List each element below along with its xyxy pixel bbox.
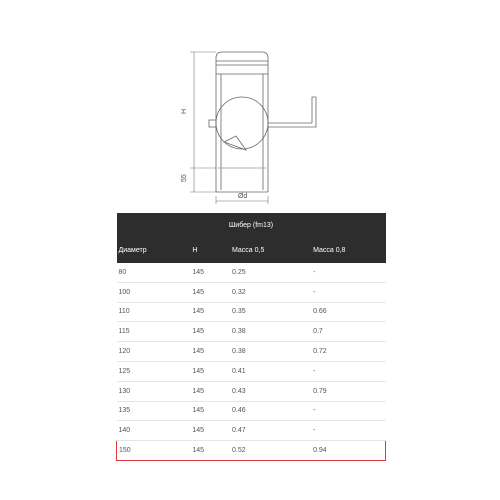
- table-row: [117, 381, 386, 401]
- cell-mass-08: 0.79: [311, 381, 385, 401]
- cell-mass-08: -: [311, 263, 385, 282]
- header-h: H: [190, 238, 230, 263]
- cell-mass-05: 0.41: [230, 361, 311, 381]
- table-title: Шибер (fm13): [117, 213, 386, 238]
- cell-diameter: 120: [117, 342, 191, 362]
- cell-mass-05: 0.38: [230, 322, 311, 342]
- table-row: [117, 263, 386, 282]
- damper-handle: [209, 97, 316, 127]
- cell-diameter: 100: [117, 282, 191, 302]
- cell-h: 145: [190, 441, 230, 461]
- pipe-body: [216, 52, 268, 192]
- dimension-lines: [190, 52, 268, 204]
- table-row: [117, 441, 386, 461]
- cell-mass-08: 0.7: [311, 322, 385, 342]
- table-title-row: [117, 213, 386, 238]
- cell-diameter: 115: [117, 322, 191, 342]
- cell-diameter: 130: [117, 381, 191, 401]
- cell-mass-05: 0.47: [230, 421, 311, 441]
- cell-mass-08: -: [311, 401, 385, 421]
- cell-h: 145: [190, 361, 230, 381]
- height-label: H: [181, 108, 188, 114]
- table-row: [117, 342, 386, 362]
- cell-mass-05: 0.43: [230, 381, 311, 401]
- cell-h: 145: [190, 401, 230, 421]
- cell-mass-08: -: [311, 282, 385, 302]
- cell-diameter: 110: [117, 302, 191, 322]
- cell-mass-05: 0.46: [230, 401, 311, 421]
- header-mass-08: Масса 0,8: [311, 238, 385, 263]
- cell-diameter: 150: [117, 441, 191, 461]
- cell-mass-08: 0.72: [311, 342, 385, 362]
- table-row: [117, 322, 386, 342]
- cell-diameter: 80: [117, 263, 191, 282]
- cell-h: 145: [190, 263, 230, 282]
- cell-h: 145: [190, 342, 230, 362]
- cell-mass-05: 0.35: [230, 302, 311, 322]
- cell-mass-08: -: [311, 361, 385, 381]
- cell-mass-08: -: [311, 421, 385, 441]
- cell-h: 145: [190, 421, 230, 441]
- table-row: [117, 421, 386, 441]
- table-row: [117, 361, 386, 381]
- cell-diameter: 140: [117, 421, 191, 441]
- cell-mass-05: 0.25: [230, 263, 311, 282]
- spec-table: [116, 213, 386, 461]
- cell-mass-05: 0.52: [230, 441, 311, 461]
- cell-h: 145: [190, 381, 230, 401]
- cell-h: 145: [190, 282, 230, 302]
- cell-mass-05: 0.38: [230, 342, 311, 362]
- cell-diameter: 135: [117, 401, 191, 421]
- cell-h: 145: [190, 302, 230, 322]
- header-diameter: Диаметр: [117, 238, 191, 263]
- diameter-label: Ød: [238, 193, 248, 200]
- cell-diameter: 125: [117, 361, 191, 381]
- cell-mass-08: 0.94: [311, 441, 385, 461]
- table-row: [117, 282, 386, 302]
- cell-mass-05: 0.32: [230, 282, 311, 302]
- header-mass-05: Масса 0,5: [230, 238, 311, 263]
- table-row: [117, 401, 386, 421]
- cell-mass-08: 0.66: [311, 302, 385, 322]
- damper-plate: [216, 97, 268, 150]
- damper-drawing: [0, 0, 500, 210]
- cell-h: 145: [190, 322, 230, 342]
- table-header-row: [117, 238, 386, 263]
- socket-label: 55: [181, 174, 188, 182]
- table-row: [117, 302, 386, 322]
- table-body: [117, 263, 386, 460]
